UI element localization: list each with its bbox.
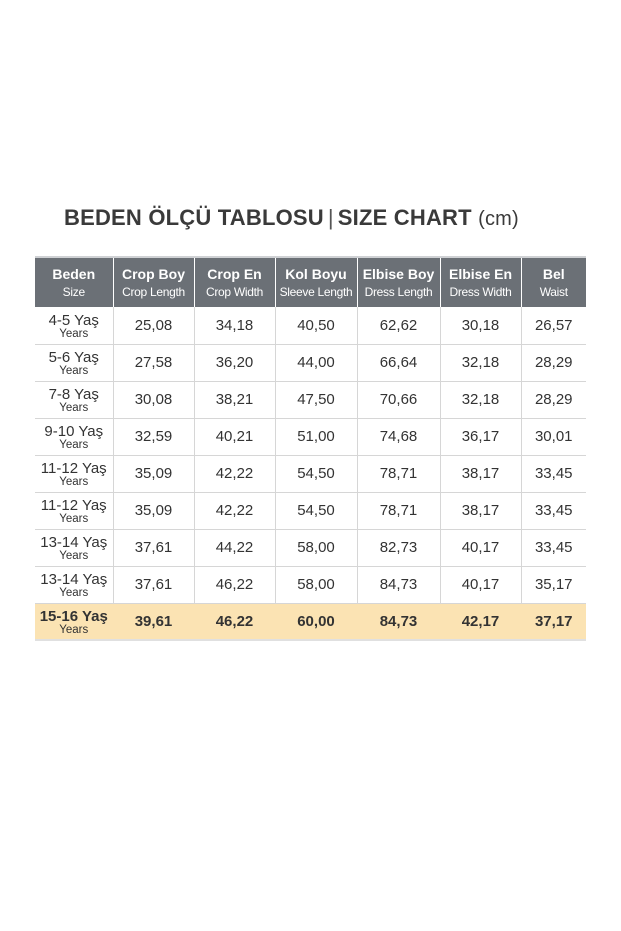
measurement-cell: 37,17: [534, 612, 573, 630]
measurement-cell: 38,17: [440, 455, 521, 492]
measurement-cell: 28,29: [534, 354, 573, 371]
title-unit: (cm): [478, 208, 519, 230]
measurement-cell: 40,17: [440, 566, 521, 603]
measurement-cell: 40,21: [194, 418, 275, 455]
measurement-cell: 38,21: [194, 381, 275, 418]
size-label: 15-16 Yaş: [39, 607, 108, 625]
measurement-cell: 47,50: [275, 381, 357, 418]
size-cell: [35, 603, 113, 640]
size-years-label: Years: [59, 439, 89, 451]
header-label-en: Crop Width: [205, 284, 264, 299]
header-label-tr: Crop En: [207, 265, 262, 282]
size-years-label: Years: [59, 365, 89, 377]
measurement-cell: 36,17: [440, 418, 521, 455]
size-years-label: Years: [59, 550, 89, 562]
table-row: [35, 529, 586, 566]
size-chart-table: [35, 256, 586, 641]
page-title: [64, 205, 519, 231]
measurement-cell: 25,08: [113, 307, 194, 344]
measurement-cell: 54,50: [275, 455, 357, 492]
size-years-label: Years: [59, 476, 89, 488]
size-label: 11-12 Yaş: [40, 460, 107, 477]
table-row: [35, 455, 586, 492]
measurement-cell: 51,00: [275, 418, 357, 455]
measurement-cell: 37,61: [113, 529, 194, 566]
header-dress-length: [357, 257, 440, 307]
header-row: [35, 257, 586, 307]
header-label-tr: Kol Boyu: [285, 265, 347, 282]
measurement-cell: 42,22: [194, 492, 275, 529]
size-label: 7-8 Yaş: [48, 386, 99, 403]
measurement-cell: 84,73: [357, 566, 440, 603]
measurement-cell: 28,29: [534, 391, 573, 408]
measurement-cell: 32,59: [113, 418, 194, 455]
header-label-tr: Elbise En: [448, 265, 513, 282]
table-row: [35, 418, 586, 455]
table-row: [35, 492, 586, 529]
measurement-cell: 66,64: [357, 344, 440, 381]
size-cell: [35, 529, 113, 566]
measurement-cell: 44,22: [194, 529, 275, 566]
size-cell: [35, 418, 113, 455]
measurement-cell: 33,45: [534, 502, 573, 519]
size-label: 13-14 Yaş: [40, 571, 108, 588]
size-label: 11-12 Yaş: [40, 497, 107, 514]
measurement-cell: 42,22: [194, 455, 275, 492]
header-crop-length: [113, 257, 194, 307]
measurement-cell: 35,09: [113, 455, 194, 492]
header-sleeve-length: [275, 257, 357, 307]
size-cell: [35, 566, 113, 603]
measurement-cell: 32,18: [440, 344, 521, 381]
measurement-cell: 26,57: [534, 316, 573, 334]
measurement-cell: 35,17: [534, 576, 573, 593]
size-cell: [35, 344, 113, 381]
measurement-cell: 30,01: [534, 428, 573, 445]
table-row: [35, 307, 586, 344]
size-years-label: Years: [59, 513, 89, 525]
header-label-tr: Elbise Boy: [362, 265, 435, 282]
table-row-highlighted: [35, 603, 586, 640]
table-row: [35, 381, 586, 418]
table-row: [35, 566, 586, 603]
header-label-en: Crop Length: [122, 284, 185, 299]
size-cell: [35, 455, 113, 492]
measurement-cell: 33,45: [534, 539, 573, 556]
header-label-tr: Bel: [542, 265, 565, 282]
measurement-cell: 37,61: [113, 566, 194, 603]
size-cell: [35, 492, 113, 529]
title-separator: |: [327, 205, 334, 230]
measurement-cell: 32,18: [440, 381, 521, 418]
measurement-cell: 40,17: [440, 529, 521, 566]
measurement-cell: 39,61: [113, 603, 194, 640]
measurement-cell: 44,00: [275, 344, 357, 381]
table-header: [35, 257, 586, 307]
header-label-en: Dress Width: [449, 284, 512, 299]
measurement-cell: 40,50: [275, 307, 357, 344]
measurement-cell: 36,20: [194, 344, 275, 381]
measurement-cell: 30,08: [113, 381, 194, 418]
measurement-cell: 33,45: [534, 465, 573, 482]
size-years-label: Years: [59, 623, 89, 636]
header-size: [35, 257, 113, 307]
measurement-cell: 38,17: [440, 492, 521, 529]
measurement-cell: 35,09: [113, 492, 194, 529]
measurement-cell: 62,62: [357, 307, 440, 344]
header-label-en: Sleeve Length: [279, 284, 353, 299]
measurement-cell: 78,71: [357, 455, 440, 492]
measurement-cell: 78,71: [357, 492, 440, 529]
measurement-cell: 46,22: [194, 566, 275, 603]
header-waist: [521, 257, 586, 307]
measurement-cell: 60,00: [275, 603, 357, 640]
measurement-cell: 70,66: [357, 381, 440, 418]
size-label: 4-5 Yaş: [48, 311, 99, 329]
measurement-cell: 84,73: [357, 603, 440, 640]
measurement-cell: 42,17: [440, 603, 521, 640]
header-label-en: Size: [62, 284, 85, 299]
size-chart-table-container: [35, 256, 586, 641]
title-main: BEDEN ÖLÇÜ TABLOSU: [64, 205, 324, 230]
measurement-cell: 82,73: [357, 529, 440, 566]
header-label-en: Waist: [539, 284, 568, 299]
measurement-cell: 46,22: [194, 603, 275, 640]
measurement-cell: 58,00: [275, 566, 357, 603]
size-label: 9-10 Yaş: [44, 423, 104, 440]
size-cell: [35, 307, 113, 344]
measurement-cell: 54,50: [275, 492, 357, 529]
table-body: [35, 307, 586, 640]
size-years-label: Years: [59, 327, 89, 340]
measurement-cell: 74,68: [357, 418, 440, 455]
header-label-tr: Crop Boy: [122, 265, 185, 282]
header-label-en: Dress Length: [364, 284, 433, 299]
measurement-cell: 34,18: [194, 307, 275, 344]
header-crop-width: [194, 257, 275, 307]
table-row: [35, 344, 586, 381]
header-dress-width: [440, 257, 521, 307]
measurement-cell: 58,00: [275, 529, 357, 566]
size-years-label: Years: [59, 402, 89, 414]
title-secondary: SIZE CHART: [337, 205, 472, 230]
measurement-cell: 30,18: [440, 307, 521, 344]
measurement-cell: 27,58: [113, 344, 194, 381]
size-label: 5-6 Yaş: [48, 349, 99, 366]
header-label-tr: Beden: [52, 265, 96, 282]
size-cell: [35, 381, 113, 418]
size-label: 13-14 Yaş: [40, 534, 108, 551]
size-years-label: Years: [59, 587, 89, 599]
